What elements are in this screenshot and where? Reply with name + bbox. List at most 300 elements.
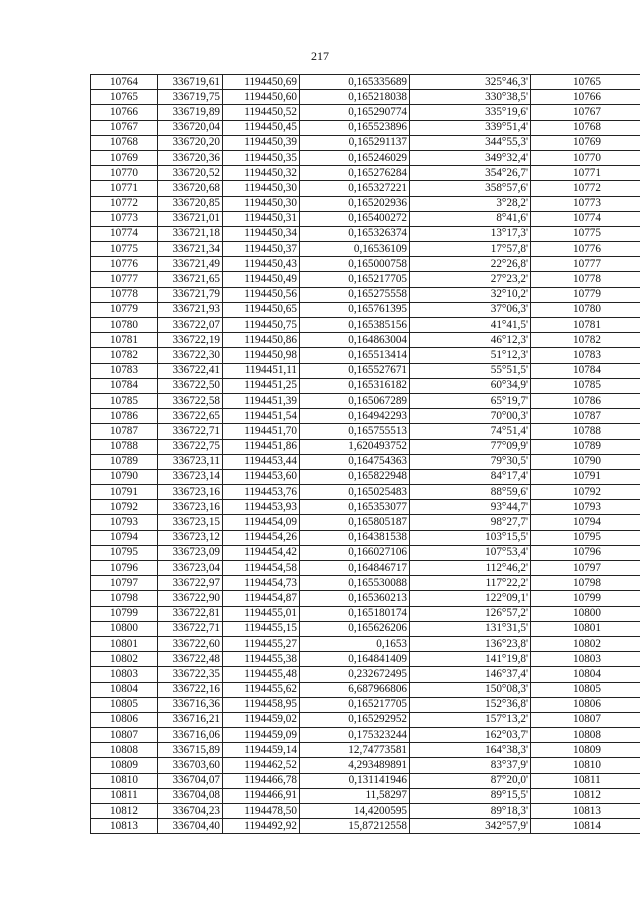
point-to-cell: 10791 (531, 469, 640, 484)
y-coordinate-cell: 1194453,60 (223, 469, 300, 484)
y-coordinate-cell: 1194451,70 (223, 424, 300, 439)
direction-angle-cell: 41°41,5' (410, 318, 531, 333)
point-from-cell: 10791 (91, 485, 158, 500)
direction-angle-cell: 83°37,9' (410, 758, 531, 773)
length-cell: 0,164754363 (300, 454, 410, 469)
y-coordinate-cell: 1194450,65 (223, 302, 300, 317)
point-to-cell: 10775 (531, 226, 640, 241)
table-row (91, 424, 640, 439)
length-cell: 0,165626206 (300, 621, 410, 636)
x-coordinate-cell: 336722,65 (158, 409, 223, 424)
length-cell: 0,165513414 (300, 348, 410, 363)
point-to-cell: 10769 (531, 135, 640, 150)
table-row (91, 728, 640, 743)
point-to-cell: 10808 (531, 728, 640, 743)
point-from-cell: 10796 (91, 561, 158, 576)
y-coordinate-cell: 1194450,34 (223, 226, 300, 241)
point-from-cell: 10767 (91, 120, 158, 135)
table-row (91, 636, 640, 651)
direction-angle-cell: 37°06,3' (410, 302, 531, 317)
x-coordinate-cell: 336722,35 (158, 667, 223, 682)
point-to-cell: 10794 (531, 515, 640, 530)
table-row (91, 621, 640, 636)
point-to-cell: 10772 (531, 181, 640, 196)
point-from-cell: 10782 (91, 348, 158, 363)
length-cell: 0,165385156 (300, 318, 410, 333)
direction-angle-cell: 88°59,6' (410, 485, 531, 500)
point-from-cell: 10778 (91, 287, 158, 302)
length-cell: 0,164863004 (300, 333, 410, 348)
point-to-cell: 10781 (531, 318, 640, 333)
y-coordinate-cell: 1194450,56 (223, 287, 300, 302)
x-coordinate-cell: 336721,93 (158, 302, 223, 317)
y-coordinate-cell: 1194466,78 (223, 773, 300, 788)
length-cell: 0,175323244 (300, 728, 410, 743)
length-cell: 1,620493752 (300, 439, 410, 454)
y-coordinate-cell: 1194455,48 (223, 667, 300, 682)
direction-angle-cell: 126°57,2' (410, 606, 531, 621)
y-coordinate-cell: 1194454,42 (223, 545, 300, 560)
x-coordinate-cell: 336722,48 (158, 652, 223, 667)
table-row (91, 378, 640, 393)
x-coordinate-cell: 336715,89 (158, 743, 223, 758)
direction-angle-cell: 112°46,2' (410, 561, 531, 576)
direction-angle-cell: 162°03,7' (410, 728, 531, 743)
table-row (91, 712, 640, 727)
point-from-cell: 10793 (91, 515, 158, 530)
x-coordinate-cell: 336723,14 (158, 469, 223, 484)
point-from-cell: 10810 (91, 773, 158, 788)
point-from-cell: 10786 (91, 409, 158, 424)
length-cell: 0,165353077 (300, 500, 410, 515)
table-row (91, 819, 640, 834)
table-row (91, 363, 640, 378)
y-coordinate-cell: 1194453,93 (223, 500, 300, 515)
length-cell: 0,165276284 (300, 166, 410, 181)
length-cell: 0,165180174 (300, 606, 410, 621)
y-coordinate-cell: 1194459,09 (223, 728, 300, 743)
length-cell: 0,164841409 (300, 652, 410, 667)
point-from-cell: 10773 (91, 211, 158, 226)
x-coordinate-cell: 336723,11 (158, 454, 223, 469)
length-cell: 0,164846717 (300, 561, 410, 576)
x-coordinate-cell: 336723,09 (158, 545, 223, 560)
length-cell: 4,293489891 (300, 758, 410, 773)
table-row (91, 257, 640, 272)
direction-angle-cell: 107°53,4' (410, 545, 531, 560)
point-from-cell: 10812 (91, 804, 158, 819)
length-cell: 0,166027106 (300, 545, 410, 560)
y-coordinate-cell: 1194450,52 (223, 105, 300, 120)
point-to-cell: 10806 (531, 697, 640, 712)
point-from-cell: 10764 (91, 75, 158, 90)
y-coordinate-cell: 1194450,69 (223, 75, 300, 90)
y-coordinate-cell: 1194451,11 (223, 363, 300, 378)
y-coordinate-cell: 1194450,37 (223, 242, 300, 257)
x-coordinate-cell: 336721,34 (158, 242, 223, 257)
table-row (91, 302, 640, 317)
x-coordinate-cell: 336722,58 (158, 393, 223, 408)
point-from-cell: 10801 (91, 636, 158, 651)
table-row (91, 773, 640, 788)
x-coordinate-cell: 336720,36 (158, 150, 223, 165)
point-from-cell: 10804 (91, 682, 158, 697)
table-row (91, 667, 640, 682)
y-coordinate-cell: 1194450,31 (223, 211, 300, 226)
x-coordinate-cell: 336721,49 (158, 257, 223, 272)
y-coordinate-cell: 1194450,98 (223, 348, 300, 363)
table-row (91, 393, 640, 408)
y-coordinate-cell: 1194450,45 (223, 120, 300, 135)
point-from-cell: 10785 (91, 393, 158, 408)
point-from-cell: 10808 (91, 743, 158, 758)
point-to-cell: 10768 (531, 120, 640, 135)
table-row (91, 181, 640, 196)
y-coordinate-cell: 1194459,02 (223, 712, 300, 727)
y-coordinate-cell: 1194450,32 (223, 166, 300, 181)
x-coordinate-cell: 336722,81 (158, 606, 223, 621)
x-coordinate-cell: 336722,16 (158, 682, 223, 697)
x-coordinate-cell: 336723,16 (158, 500, 223, 515)
x-coordinate-cell: 336721,01 (158, 211, 223, 226)
direction-angle-cell: 93°44,7' (410, 500, 531, 515)
y-coordinate-cell: 1194450,30 (223, 196, 300, 211)
point-from-cell: 10777 (91, 272, 158, 287)
point-to-cell: 10805 (531, 682, 640, 697)
point-to-cell: 10798 (531, 576, 640, 591)
point-from-cell: 10799 (91, 606, 158, 621)
direction-angle-cell: 330°38,5' (410, 90, 531, 105)
point-from-cell: 10802 (91, 652, 158, 667)
point-to-cell: 10792 (531, 485, 640, 500)
table-row (91, 697, 640, 712)
point-to-cell: 10800 (531, 606, 640, 621)
point-to-cell: 10776 (531, 242, 640, 257)
direction-angle-cell: 89°18,3' (410, 804, 531, 819)
point-from-cell: 10788 (91, 439, 158, 454)
point-to-cell: 10771 (531, 166, 640, 181)
point-to-cell: 10813 (531, 804, 640, 819)
y-coordinate-cell: 1194454,09 (223, 515, 300, 530)
direction-angle-cell: 27°23,2' (410, 272, 531, 287)
direction-angle-cell: 89°15,5' (410, 788, 531, 803)
point-to-cell: 10784 (531, 363, 640, 378)
length-cell: 0,165523896 (300, 120, 410, 135)
y-coordinate-cell: 1194458,95 (223, 697, 300, 712)
direction-angle-cell: 150°08,3' (410, 682, 531, 697)
point-to-cell: 10783 (531, 348, 640, 363)
x-coordinate-cell: 336722,07 (158, 318, 223, 333)
direction-angle-cell: 74°51,4' (410, 424, 531, 439)
table-row (91, 758, 640, 773)
y-coordinate-cell: 1194453,76 (223, 485, 300, 500)
table-row (91, 606, 640, 621)
point-from-cell: 10805 (91, 697, 158, 712)
y-coordinate-cell: 1194455,27 (223, 636, 300, 651)
x-coordinate-cell: 336722,90 (158, 591, 223, 606)
table-row (91, 287, 640, 302)
direction-angle-cell: 131°31,5' (410, 621, 531, 636)
y-coordinate-cell: 1194451,39 (223, 393, 300, 408)
table-row (91, 804, 640, 819)
point-to-cell: 10774 (531, 211, 640, 226)
point-from-cell: 10798 (91, 591, 158, 606)
x-coordinate-cell: 336723,16 (158, 485, 223, 500)
length-cell: 0,165290774 (300, 105, 410, 120)
direction-angle-cell: 349°32,4' (410, 150, 531, 165)
direction-angle-cell: 339°51,4' (410, 120, 531, 135)
table-row (91, 500, 640, 515)
direction-angle-cell: 77°09,9' (410, 439, 531, 454)
y-coordinate-cell: 1194455,38 (223, 652, 300, 667)
table-row (91, 788, 640, 803)
length-cell: 0,165316182 (300, 378, 410, 393)
table-row (91, 196, 640, 211)
direction-angle-cell: 17°57,8' (410, 242, 531, 257)
x-coordinate-cell: 336719,75 (158, 90, 223, 105)
point-from-cell: 10768 (91, 135, 158, 150)
point-to-cell: 10766 (531, 90, 640, 105)
length-cell: 0,165400272 (300, 211, 410, 226)
length-cell: 0,165822948 (300, 469, 410, 484)
x-coordinate-cell: 336723,12 (158, 530, 223, 545)
direction-angle-cell: 117°22,2' (410, 576, 531, 591)
length-cell: 15,87212558 (300, 819, 410, 834)
x-coordinate-cell: 336716,06 (158, 728, 223, 743)
table-row (91, 105, 640, 120)
table-row (91, 409, 640, 424)
length-cell: 0,165805187 (300, 515, 410, 530)
direction-angle-cell: 141°19,8' (410, 652, 531, 667)
point-to-cell: 10799 (531, 591, 640, 606)
point-to-cell: 10803 (531, 652, 640, 667)
x-coordinate-cell: 336721,18 (158, 226, 223, 241)
point-to-cell: 10767 (531, 105, 640, 120)
direction-angle-cell: 344°55,3' (410, 135, 531, 150)
y-coordinate-cell: 1194454,87 (223, 591, 300, 606)
length-cell: 0,165218038 (300, 90, 410, 105)
length-cell: 0,165755513 (300, 424, 410, 439)
y-coordinate-cell: 1194450,86 (223, 333, 300, 348)
point-from-cell: 10789 (91, 454, 158, 469)
table-row (91, 652, 640, 667)
table-row (91, 439, 640, 454)
length-cell: 0,165275558 (300, 287, 410, 302)
point-to-cell: 10779 (531, 287, 640, 302)
point-to-cell: 10812 (531, 788, 640, 803)
table-row (91, 135, 640, 150)
length-cell: 0,165202936 (300, 196, 410, 211)
table-row (91, 454, 640, 469)
point-to-cell: 10796 (531, 545, 640, 560)
direction-angle-cell: 65°19,7' (410, 393, 531, 408)
direction-angle-cell: 122°09,1' (410, 591, 531, 606)
point-from-cell: 10781 (91, 333, 158, 348)
length-cell: 0,165067289 (300, 393, 410, 408)
page-number: 217 (311, 49, 329, 63)
length-cell: 0,131141946 (300, 773, 410, 788)
length-cell: 14,4200595 (300, 804, 410, 819)
direction-angle-cell: 51°12,3' (410, 348, 531, 363)
x-coordinate-cell: 336720,85 (158, 196, 223, 211)
direction-angle-cell: 152°36,8' (410, 697, 531, 712)
table-row (91, 515, 640, 530)
direction-angle-cell: 22°26,8' (410, 257, 531, 272)
table-row (91, 211, 640, 226)
x-coordinate-cell: 336722,71 (158, 621, 223, 636)
direction-angle-cell: 13°17,3' (410, 226, 531, 241)
y-coordinate-cell: 1194450,60 (223, 90, 300, 105)
length-cell: 0,165025483 (300, 485, 410, 500)
x-coordinate-cell: 336716,21 (158, 712, 223, 727)
length-cell: 0,165291137 (300, 135, 410, 150)
table-row (91, 561, 640, 576)
length-cell: 0,165217705 (300, 697, 410, 712)
point-from-cell: 10783 (91, 363, 158, 378)
coordinates-table (90, 74, 640, 834)
table-row (91, 272, 640, 287)
table-row (91, 530, 640, 545)
length-cell: 0,165292952 (300, 712, 410, 727)
x-coordinate-cell: 336722,50 (158, 378, 223, 393)
y-coordinate-cell: 1194450,39 (223, 135, 300, 150)
table-row (91, 485, 640, 500)
direction-angle-cell: 8°41,6' (410, 211, 531, 226)
point-from-cell: 10775 (91, 242, 158, 257)
x-coordinate-cell: 336721,65 (158, 272, 223, 287)
x-coordinate-cell: 336722,19 (158, 333, 223, 348)
point-from-cell: 10765 (91, 90, 158, 105)
direction-angle-cell: 55°51,5' (410, 363, 531, 378)
direction-angle-cell: 164°38,3' (410, 743, 531, 758)
point-from-cell: 10807 (91, 728, 158, 743)
x-coordinate-cell: 336722,41 (158, 363, 223, 378)
y-coordinate-cell: 1194492,92 (223, 819, 300, 834)
length-cell: 0,165530088 (300, 576, 410, 591)
y-coordinate-cell: 1194451,86 (223, 439, 300, 454)
direction-angle-cell: 335°19,6' (410, 105, 531, 120)
x-coordinate-cell: 336721,79 (158, 287, 223, 302)
point-from-cell: 10794 (91, 530, 158, 545)
length-cell: 6,687966806 (300, 682, 410, 697)
x-coordinate-cell: 336704,08 (158, 788, 223, 803)
length-cell: 0,232672495 (300, 667, 410, 682)
table-row (91, 150, 640, 165)
point-from-cell: 10790 (91, 469, 158, 484)
table-row (91, 469, 640, 484)
y-coordinate-cell: 1194454,26 (223, 530, 300, 545)
point-from-cell: 10779 (91, 302, 158, 317)
length-cell: 0,1653 (300, 636, 410, 651)
y-coordinate-cell: 1194451,54 (223, 409, 300, 424)
length-cell: 11,58297 (300, 788, 410, 803)
x-coordinate-cell: 336722,75 (158, 439, 223, 454)
x-coordinate-cell: 336704,07 (158, 773, 223, 788)
point-to-cell: 10786 (531, 393, 640, 408)
length-cell: 0,165527671 (300, 363, 410, 378)
coordinates-table-body (91, 75, 640, 834)
direction-angle-cell: 3°28,2' (410, 196, 531, 211)
direction-angle-cell: 70°00,3' (410, 409, 531, 424)
y-coordinate-cell: 1194450,75 (223, 318, 300, 333)
point-to-cell: 10778 (531, 272, 640, 287)
point-from-cell: 10776 (91, 257, 158, 272)
point-to-cell: 10790 (531, 454, 640, 469)
direction-angle-cell: 103°15,5' (410, 530, 531, 545)
y-coordinate-cell: 1194454,58 (223, 561, 300, 576)
direction-angle-cell: 32°10,2' (410, 287, 531, 302)
point-from-cell: 10774 (91, 226, 158, 241)
x-coordinate-cell: 336720,68 (158, 181, 223, 196)
length-cell: 0,164942293 (300, 409, 410, 424)
direction-angle-cell: 79°30,5' (410, 454, 531, 469)
table-row (91, 576, 640, 591)
table-row (91, 226, 640, 241)
y-coordinate-cell: 1194454,73 (223, 576, 300, 591)
table-row (91, 682, 640, 697)
y-coordinate-cell: 1194455,62 (223, 682, 300, 697)
point-to-cell: 10811 (531, 773, 640, 788)
x-coordinate-cell: 336719,61 (158, 75, 223, 90)
x-coordinate-cell: 336704,23 (158, 804, 223, 819)
direction-angle-cell: 84°17,4' (410, 469, 531, 484)
x-coordinate-cell: 336723,04 (158, 561, 223, 576)
x-coordinate-cell: 336722,60 (158, 636, 223, 651)
y-coordinate-cell: 1194450,35 (223, 150, 300, 165)
direction-angle-cell: 354°26,7' (410, 166, 531, 181)
y-coordinate-cell: 1194450,43 (223, 257, 300, 272)
table-row (91, 75, 640, 90)
table-row (91, 166, 640, 181)
point-to-cell: 10797 (531, 561, 640, 576)
length-cell: 0,165761395 (300, 302, 410, 317)
direction-angle-cell: 46°12,3' (410, 333, 531, 348)
point-to-cell: 10770 (531, 150, 640, 165)
length-cell: 0,165335689 (300, 75, 410, 90)
x-coordinate-cell: 336704,40 (158, 819, 223, 834)
point-to-cell: 10795 (531, 530, 640, 545)
point-to-cell: 10782 (531, 333, 640, 348)
point-to-cell: 10777 (531, 257, 640, 272)
point-to-cell: 10793 (531, 500, 640, 515)
x-coordinate-cell: 336719,89 (158, 105, 223, 120)
point-to-cell: 10785 (531, 378, 640, 393)
point-from-cell: 10772 (91, 196, 158, 211)
table-row (91, 348, 640, 363)
table-row (91, 545, 640, 560)
direction-angle-cell: 87°20,0' (410, 773, 531, 788)
y-coordinate-cell: 1194455,15 (223, 621, 300, 636)
direction-angle-cell: 136°23,8' (410, 636, 531, 651)
x-coordinate-cell: 336723,15 (158, 515, 223, 530)
direction-angle-cell: 325°46,3' (410, 75, 531, 90)
y-coordinate-cell: 1194450,49 (223, 272, 300, 287)
table-row (91, 591, 640, 606)
x-coordinate-cell: 336722,97 (158, 576, 223, 591)
point-from-cell: 10809 (91, 758, 158, 773)
point-from-cell: 10787 (91, 424, 158, 439)
table-row (91, 242, 640, 257)
point-from-cell: 10803 (91, 667, 158, 682)
direction-angle-cell: 146°37,4' (410, 667, 531, 682)
point-to-cell: 10789 (531, 439, 640, 454)
x-coordinate-cell: 336720,52 (158, 166, 223, 181)
point-to-cell: 10787 (531, 409, 640, 424)
point-from-cell: 10780 (91, 318, 158, 333)
table-row (91, 120, 640, 135)
point-to-cell: 10788 (531, 424, 640, 439)
y-coordinate-cell: 1194478,50 (223, 804, 300, 819)
